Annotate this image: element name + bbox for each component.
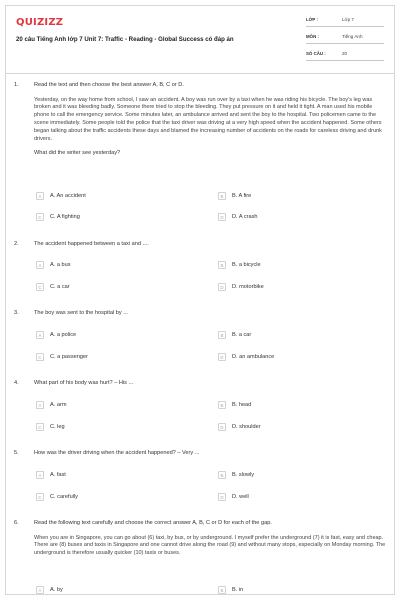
- meta-key-subject: MÔN :: [306, 34, 319, 39]
- option-label: A. a police: [50, 331, 77, 338]
- meta-table: [306, 14, 384, 65]
- meta-key-grade: LỚP :: [306, 17, 318, 22]
- option-label: A. by: [50, 586, 63, 593]
- option-letter-box: B: [218, 586, 226, 594]
- option-letter-box: C: [36, 493, 44, 501]
- question-instruction: Read the text and then choose the best answer A, B, C or D.: [34, 82, 184, 88]
- option-letter-box: B: [218, 331, 226, 339]
- reading-passage: When you are in Singapore, you can go about (6) taxi, by bus, or by underground. I myself prefer the underground (7) it is fast, easy and cheap. There are (8) buses and taxis in Singapore and one cannot drive along the road (9) and without many stops, especially on Monday morning. The underground is therefore usually quicker (10) taxis or buses.: [34, 534, 386, 557]
- reading-passage: Yesterday, on the way home from school, I saw an accident. A boy was run over by a taxi when he was riding his bicycle. The boy's leg was broken and it was bleeding badly. Someone there tried to stop the bleeding. They put pressure on it and held it tight. A man used his mobile phone to call the emergency service. Some minutes later, an ambulance arrived and sent the boy to the hospital. Two policemen came to the scene immediately. Some people told the police that the taxi driver was driving at a very high speed when the accident happened. Some others began talking about the traffic accidents these days and blamed the increasing number of accidents on the roads for careless driving and drunk drivers.: [34, 96, 382, 142]
- option-letter-box: A: [36, 586, 44, 594]
- worksheet-header: [6, 6, 394, 74]
- option-label: D. A crash: [232, 213, 258, 220]
- option-label: B. head: [232, 401, 252, 408]
- option-letter-box: D: [218, 213, 226, 221]
- question-number: 4.: [14, 380, 19, 386]
- question-number: 6.: [14, 520, 19, 526]
- question-number: 5.: [14, 450, 19, 456]
- option-label: D. shoulder: [232, 423, 261, 430]
- worksheet-page: [5, 5, 395, 595]
- meta-value-grade: Lớp 7: [342, 17, 354, 22]
- option-label: B. in: [232, 586, 244, 593]
- option-label: B. slowly: [232, 471, 255, 478]
- question-text: The boy was sent to the hospital by ...: [34, 310, 128, 316]
- question-text: What part of his body was hurt? – His ...: [34, 380, 134, 386]
- option-letter-box: A: [36, 471, 44, 479]
- option-letter-box: A: [36, 192, 44, 200]
- option-letter-box: D: [218, 423, 226, 431]
- meta-row-grade: [306, 14, 384, 27]
- question-text: What did the writer see yesterday?: [34, 150, 121, 157]
- option-label: C. a car: [50, 283, 70, 290]
- option-letter-box: B: [218, 261, 226, 269]
- option-label: D. motorbike: [232, 283, 264, 290]
- question-number: 2.: [14, 241, 19, 247]
- question-text: The accident happened between a taxi and ....: [34, 241, 149, 247]
- option-label: C. A fighting: [50, 213, 80, 220]
- quizizz-logo: QUIZIZZ: [16, 17, 64, 28]
- option-letter-box: C: [36, 283, 44, 291]
- meta-key-count: SỐ CÂU :: [306, 51, 326, 56]
- option-letter-box: A: [36, 401, 44, 409]
- option-letter-box: B: [218, 471, 226, 479]
- question-number: 3.: [14, 310, 19, 316]
- worksheet-title: 20 câu Tiếng Anh lớp 7 Unit 7: Traffic - Reading - Global Success có đáp án: [16, 36, 234, 43]
- option-letter-box: B: [218, 401, 226, 409]
- option-label: A. An accident: [50, 192, 86, 199]
- option-letter-box: D: [218, 493, 226, 501]
- meta-row-count: [306, 48, 384, 61]
- option-label: D. well: [232, 493, 249, 500]
- meta-row-subject: [306, 31, 384, 44]
- option-label: B. a bicycle: [232, 261, 261, 268]
- option-label: B. a car: [232, 331, 252, 338]
- option-letter-box: C: [36, 423, 44, 431]
- question-instruction: Read the following text carefully and choose the correct answer A, B, C or D for each of the gap.: [34, 520, 272, 526]
- option-letter-box: B: [218, 192, 226, 200]
- option-letter-box: C: [36, 353, 44, 361]
- option-label: C. carefully: [50, 493, 78, 500]
- option-letter-box: D: [218, 283, 226, 291]
- option-letter-box: A: [36, 331, 44, 339]
- option-label: C. a passenger: [50, 353, 88, 360]
- option-letter-box: A: [36, 261, 44, 269]
- option-letter-box: C: [36, 213, 44, 221]
- option-label: A. a bus: [50, 261, 71, 268]
- question-number: 1.: [14, 82, 19, 88]
- option-label: B. A fire: [232, 192, 252, 199]
- option-label: A. arm: [50, 401, 67, 408]
- option-label: C. leg: [50, 423, 65, 430]
- option-label: A. fast: [50, 471, 66, 478]
- meta-value-count: 20: [342, 51, 348, 56]
- question-text: How was the driver driving when the accident happened? – Very ...: [34, 450, 200, 456]
- meta-value-subject: Tiếng Anh: [342, 34, 363, 39]
- option-letter-box: D: [218, 353, 226, 361]
- option-label: D. an ambulance: [232, 353, 275, 360]
